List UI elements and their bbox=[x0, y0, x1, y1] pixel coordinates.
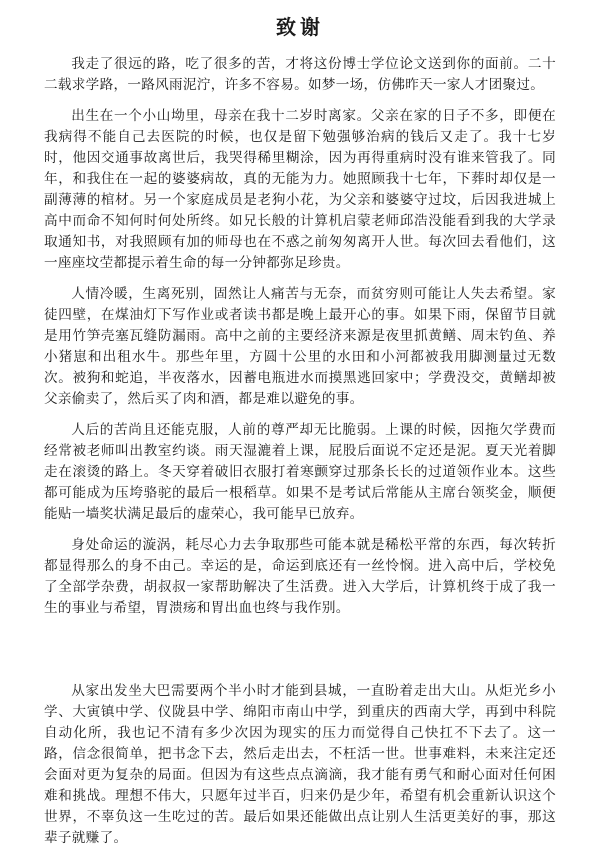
paragraph-6: 从家出发坐大巴需要两个半小时才能到县城，一直盼着走出大山。从炬光乡小学、大寅镇中学、仪陇县中学、绵阳市南山中学，到重庆的西南大学，再到中科院自动化所，我也记不清有多少次因为现实的压力而觉得自己快扛不下去了。这一路，信念很简单，把书念下去，然后走出去，不枉活一世。世事难料，未来注定还会面对更为复杂的局面。但因为有这些点点滴滴，我才能有勇气和耐心面对任何困难和挑战。理想不伟大，只愿年过半百，归来仍是少年，希望有机会重新认识这个世界，不辜负这一生吃过的苦。最后如果还能做出点让别人生活更美好的事，那这辈子就赚了。 bbox=[44, 683, 556, 846]
paragraph-3: 人情冷暖，生离死别，固然让人痛苦与无奈，而贫穷则可能让人失去希望。家徒四壁，在煤油灯下写作业或者读书都是晚上最开心的事。如果下雨，保留节目就是用竹笋壳塞瓦缝防漏雨。高中之前的主要经济来源是夜里抓黄鳝、周末钓鱼、养小猪崽和出租水牛。那些年里，方圆十公里的水田和小河都被我用脚测量过无数次。被狗和蛇追，半夜落水，因蓄电瓶进水而摸黑逃回家中；学费没交，黄鳝却被父亲偷卖了，然后买了肉和酒，都是难以避免的事。 bbox=[44, 286, 556, 407]
paragraph-1: 我走了很远的路，吃了很多的苦，才将这份博士学位论文送到你的面前。二十二载求学路，一路风雨泥泞，许多不容易。如梦一场，仿佛昨天一家人才团聚过。 bbox=[44, 56, 556, 93]
document-title: 致谢 bbox=[276, 15, 324, 39]
paragraph-2: 出生在一个小山坳里，母亲在我十二岁时离家。父亲在家的日子不多，即便在我病得不能自己去医院的时候，也仅是留下勉强够治病的钱后又走了。我十七岁时，他因交通事故离世后，我哭得稀里糊涂，因为再得重病时没有谁来管我了。同年，和我住在一起的婆婆病故，真的无能为力。她照顾我十七年，下葬时却仅是一副薄薄的棺材。另一个家庭成员是老狗小花，为父亲和婆婆守过坟，后因我进城上高中而命不知何时何处所终。如兄长般的计算机启蒙老师邱浩没能看到我的大学录取通知书，对我照顾有加的师母也在不惑之前匆匆离开人世。每次回去看他们，这一座座坟茔都提示着生命的每一分钟都弥足珍贵。 bbox=[44, 108, 556, 271]
section-gap bbox=[44, 629, 556, 681]
paragraph-4: 人后的苦尚且还能克服，人前的尊严却无比脆弱。上课的时候，因拖欠学费而经常被老师叫出教室约谈。雨天湿漉着上课，屁股后面说不定还是泥。夏天光着脚走在滚烫的路上。冬天穿着破旧衣服打着寒颤穿过那条长长的过道领作业本。这些都可能成为压垮骆驼的最后一根稻草。如果不是考试后常能从主席台领奖金，顺便能贴一墙奖状满足最后的虚荣心，我可能早已放弃。 bbox=[44, 422, 556, 522]
paragraph-5: 身处命运的漩涡，耗尽心力去争取那些可能本就是稀松平常的东西，每次转折都显得那么的身不由己。幸运的是，命运到底还有一丝怜悯。进入高中后，学校免了全部学杂费，胡叔叔一家帮助解决了生活费。进入大学后，计算机终于成了我一生的事业与希望，胃溃疡和胃出血也终与我作别。 bbox=[44, 537, 556, 616]
